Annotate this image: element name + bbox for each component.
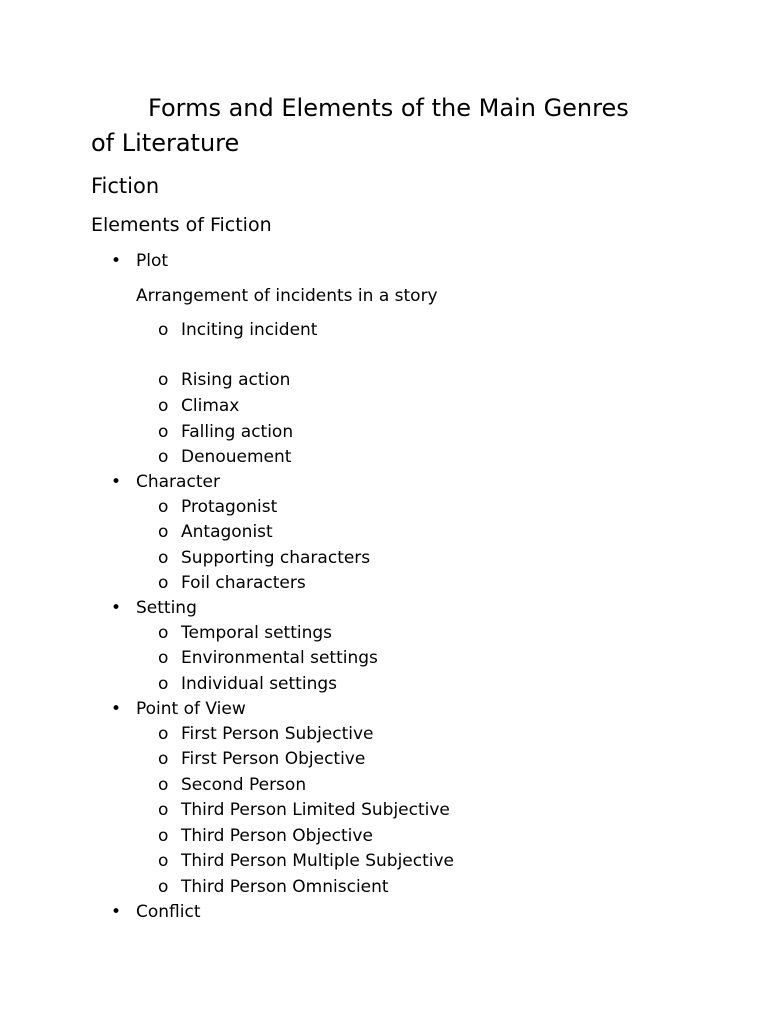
sub-bullet: o bbox=[158, 877, 169, 897]
sub-bullet: o bbox=[158, 648, 169, 668]
list-item-setting: Setting bbox=[136, 598, 197, 618]
bullet-plot: • bbox=[111, 251, 122, 271]
sub-bullet: o bbox=[158, 522, 169, 542]
bullet-point-of-view: • bbox=[111, 699, 122, 719]
sub-list-item: Individual settings bbox=[181, 674, 337, 694]
sub-list-item: First Person Objective bbox=[181, 749, 366, 769]
sub-list-item: Antagonist bbox=[181, 522, 273, 542]
sub-list-item: Temporal settings bbox=[181, 623, 333, 643]
sub-list-item: Inciting incident bbox=[181, 320, 318, 340]
list-item-point-of-view: Point of View bbox=[136, 699, 246, 719]
sub-list-item: Climax bbox=[181, 396, 240, 416]
section-heading: Fiction bbox=[91, 174, 160, 198]
sub-bullet: o bbox=[158, 548, 169, 568]
bullet-setting: • bbox=[111, 598, 122, 618]
list-item-conflict: Conflict bbox=[136, 902, 201, 922]
sub-list-item: Third Person Limited Subjective bbox=[181, 800, 450, 820]
sub-bullet: o bbox=[158, 497, 169, 517]
list-item-plot: Plot bbox=[136, 251, 169, 271]
sub-list-item: Third Person Objective bbox=[181, 826, 373, 846]
sub-bullet: o bbox=[158, 851, 169, 871]
sub-bullet: o bbox=[158, 724, 169, 744]
sub-list-item: Environmental settings bbox=[181, 648, 378, 668]
sub-bullet: o bbox=[158, 674, 169, 694]
sub-list-item: Denouement bbox=[181, 447, 292, 467]
sub-bullet: o bbox=[158, 775, 169, 795]
sub-list-item: Protagonist bbox=[181, 497, 278, 517]
list-item-character: Character bbox=[136, 472, 220, 492]
sub-bullet: o bbox=[158, 623, 169, 643]
sub-list-item: Third Person Multiple Subjective bbox=[181, 851, 455, 871]
sub-list-item: Third Person Omniscient bbox=[181, 877, 389, 897]
sub-list-item: First Person Subjective bbox=[181, 724, 374, 744]
bullet-character: • bbox=[111, 472, 122, 492]
document-title-line-1: Forms and Elements of the Main Genres bbox=[148, 94, 629, 122]
plot-description: Arrangement of incidents in a story bbox=[136, 286, 438, 306]
sub-list-item: Foil characters bbox=[181, 573, 306, 593]
sub-bullet: o bbox=[158, 800, 169, 820]
sub-list-item: Supporting characters bbox=[181, 548, 371, 568]
sub-bullet: o bbox=[158, 573, 169, 593]
sub-bullet: o bbox=[158, 422, 169, 442]
sub-bullet: o bbox=[158, 396, 169, 416]
subsection-heading: Elements of Fiction bbox=[91, 214, 272, 236]
sub-bullet: o bbox=[158, 370, 169, 390]
sub-list-item: Falling action bbox=[181, 422, 294, 442]
sub-bullet: o bbox=[158, 320, 169, 340]
sub-list-item: Second Person bbox=[181, 775, 307, 795]
document-title-line-2: of Literature bbox=[91, 129, 240, 157]
sub-bullet: o bbox=[158, 749, 169, 769]
sub-bullet: o bbox=[158, 826, 169, 846]
sub-bullet: o bbox=[158, 447, 169, 467]
sub-list-item: Rising action bbox=[181, 370, 291, 390]
bullet-conflict: • bbox=[111, 902, 122, 922]
